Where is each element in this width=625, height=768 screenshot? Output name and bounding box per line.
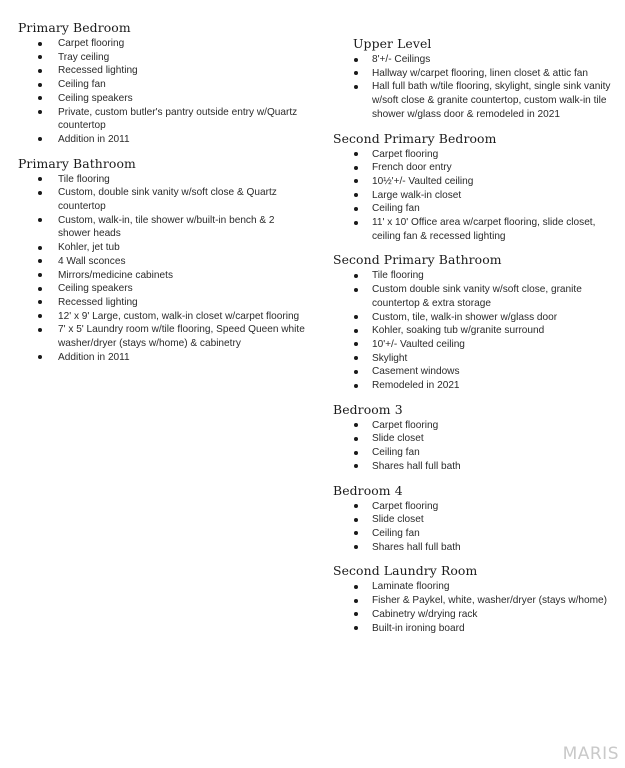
list-item: Cabinetry w/drying rack bbox=[333, 608, 613, 622]
section-upper-level bbox=[333, 36, 613, 122]
list-item: Hall full bath w/tile flooring, skylight, single sink vanity w/soft close & granite countertop, custom walk-in tile shower w/glass door & remodeled in 2021 bbox=[333, 80, 613, 121]
list-item: Ceiling fan bbox=[333, 527, 613, 541]
list-item: 10'+/- Vaulted ceiling bbox=[333, 338, 613, 352]
section-second-primary-bedroom bbox=[333, 131, 613, 244]
list-item: 10½'+/- Vaulted ceiling bbox=[333, 175, 613, 189]
list-item: Kohler, jet tub bbox=[18, 241, 308, 255]
list-item: Ceiling speakers bbox=[18, 92, 308, 106]
list-item: Ceiling speakers bbox=[18, 282, 308, 296]
section-primary-bathroom bbox=[18, 156, 308, 365]
feature-list bbox=[333, 148, 613, 244]
feature-list bbox=[333, 500, 613, 555]
list-item: Addition in 2011 bbox=[18, 133, 308, 147]
list-item: 7' x 5' Laundry room w/tile flooring, Speed Queen white washer/dryer (stays w/home) & cabinetry bbox=[18, 323, 308, 350]
right-column bbox=[333, 36, 613, 644]
list-item: Casement windows bbox=[333, 365, 613, 379]
section-title: Primary Bathroom bbox=[18, 155, 136, 171]
list-item: Remodeled in 2021 bbox=[333, 379, 613, 393]
feature-list bbox=[333, 53, 613, 122]
list-item: Slide closet bbox=[333, 513, 613, 527]
list-item: Addition in 2011 bbox=[18, 351, 308, 365]
section-title: Bedroom 4 bbox=[333, 482, 403, 498]
list-item: Custom, double sink vanity w/soft close & Quartz countertop bbox=[18, 186, 308, 213]
section-second-primary-bathroom bbox=[333, 252, 613, 392]
feature-list bbox=[333, 580, 613, 635]
list-item: Tray ceiling bbox=[18, 51, 308, 65]
list-item: Laminate flooring bbox=[333, 580, 613, 594]
list-item: Shares hall full bath bbox=[333, 460, 613, 474]
list-item: Recessed lighting bbox=[18, 296, 308, 310]
list-item: Slide closet bbox=[333, 432, 613, 446]
list-item: 8'+/- Ceilings bbox=[333, 53, 613, 67]
feature-list bbox=[18, 173, 308, 365]
section-title: Bedroom 3 bbox=[333, 401, 403, 417]
list-item: Mirrors/medicine cabinets bbox=[18, 269, 308, 283]
list-item: Large walk-in closet bbox=[333, 189, 613, 203]
list-item: Ceiling fan bbox=[18, 78, 308, 92]
list-item: Tile flooring bbox=[333, 269, 613, 283]
section-bedroom-4 bbox=[333, 483, 613, 555]
list-item: Skylight bbox=[333, 352, 613, 366]
list-item: Ceiling fan bbox=[333, 202, 613, 216]
list-item: Shares hall full bath bbox=[333, 541, 613, 555]
feature-list bbox=[333, 269, 613, 392]
list-item: Hallway w/carpet flooring, linen closet & attic fan bbox=[333, 67, 613, 81]
list-item: Custom, walk-in, tile shower w/built-in bench & 2 shower heads bbox=[18, 214, 308, 241]
feature-list bbox=[333, 419, 613, 474]
list-item: Carpet flooring bbox=[333, 500, 613, 514]
list-item: Ceiling fan bbox=[333, 446, 613, 460]
section-second-laundry-room bbox=[333, 563, 613, 635]
list-item: French door entry bbox=[333, 161, 613, 175]
section-title: Primary Bedroom bbox=[18, 20, 131, 35]
list-item: Custom, tile, walk-in shower w/glass door bbox=[333, 311, 613, 325]
list-item: Carpet flooring bbox=[18, 37, 308, 51]
left-column bbox=[18, 20, 308, 373]
list-item: 11' x 10' Office area w/carpet flooring, slide closet, ceiling fan & recessed lighting bbox=[333, 216, 613, 243]
list-item: Carpet flooring bbox=[333, 148, 613, 162]
list-item: Fisher & Paykel, white, washer/dryer (stays w/home) bbox=[333, 594, 613, 608]
list-item: Tile flooring bbox=[18, 173, 308, 187]
section-title: Second Laundry Room bbox=[333, 563, 478, 579]
list-item: Custom double sink vanity w/soft close, granite countertop & extra storage bbox=[333, 283, 613, 310]
list-item: Private, custom butler's pantry outside entry w/Quartz countertop bbox=[18, 106, 308, 133]
list-item: 4 Wall sconces bbox=[18, 255, 308, 269]
section-primary-bedroom bbox=[18, 20, 308, 147]
list-item: 12' x 9' Large, custom, walk-in closet w/carpet flooring bbox=[18, 310, 308, 324]
list-item: Carpet flooring bbox=[333, 419, 613, 433]
section-title: Second Primary Bathroom bbox=[333, 252, 502, 268]
section-bedroom-3 bbox=[333, 402, 613, 474]
list-item: Recessed lighting bbox=[18, 64, 308, 78]
section-title: Upper Level bbox=[353, 36, 432, 51]
feature-list bbox=[18, 37, 308, 147]
list-item: Built-in ironing board bbox=[333, 622, 613, 636]
section-title: Second Primary Bedroom bbox=[333, 130, 497, 146]
maris-watermark: MARIS bbox=[562, 744, 619, 764]
list-item: Kohler, soaking tub w/granite surround bbox=[333, 324, 613, 338]
